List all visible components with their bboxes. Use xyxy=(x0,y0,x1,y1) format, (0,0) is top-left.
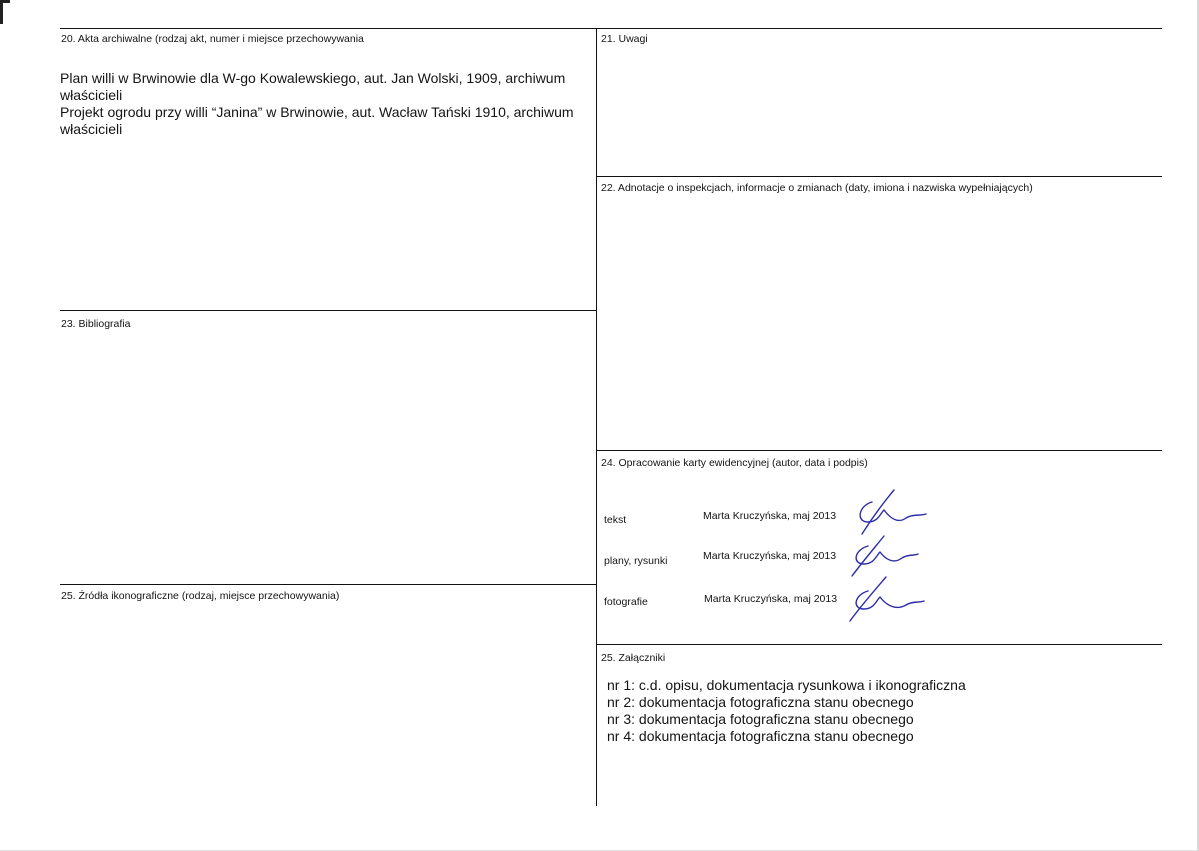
zalacznik-item: nr 1: c.d. opisu, dokumentacja rysunkowa i ikonograficzna xyxy=(607,677,966,693)
zalacznik-item: nr 3: dokumentacja fotograficzna stanu obecnego xyxy=(607,711,914,727)
opracowanie-author: Marta Kruczyńska, maj 2013 xyxy=(704,593,838,605)
zalaczniki-list xyxy=(607,677,966,745)
adnotacje-label: 22. Adnotacje o inspekcjach, informacje o zmianach (daty, imiona i nazwiska wypełniających) xyxy=(601,182,1033,194)
zalaczniki-label: 25. Załączniki xyxy=(601,652,666,664)
scan-corner-mark xyxy=(0,0,10,24)
rule-vertical-divider xyxy=(596,28,597,806)
opracowanie-author: Marta Kruczyńska, maj 2013 xyxy=(703,550,837,562)
opracowanie-role: fotografie xyxy=(604,596,648,608)
opracowanie-role: plany, rysunki xyxy=(604,555,668,567)
akta-text xyxy=(60,70,574,138)
zalacznik-item: nr 4: dokumentacja fotograficzna stanu obecnego xyxy=(607,728,914,744)
rule-adnotacje-bottom xyxy=(597,450,1162,451)
rule-uwagi-bottom xyxy=(597,176,1162,177)
akta-line: właścicieli xyxy=(60,121,123,137)
rule-akta-bottom xyxy=(60,310,596,311)
akta-line: Plan willi w Brwinowie dla W-go Kowalewskiego, aut. Jan Wolski, 1909, archiwum xyxy=(60,70,566,86)
opracowanie-role: tekst xyxy=(604,514,627,526)
rule-top xyxy=(60,28,1162,29)
akta-line: właścicieli xyxy=(60,87,123,103)
akta-label: 20. Akta archiwalne (rodzaj akt, numer i miejsce przechowywania xyxy=(61,33,364,45)
zrodla-label: 25. Źródła ikonograficzne (rodzaj, miejsce przechowywania) xyxy=(61,590,340,602)
akta-line: Projekt ogrodu przy willi “Janina” w Brwinowie, aut. Wacław Tański 1910, archiwum xyxy=(60,104,574,120)
bibliografia-label: 23. Bibliografia xyxy=(61,318,131,330)
opracowanie-label: 24. Opracowanie karty ewidencyjnej (autor, data i podpis) xyxy=(601,457,868,469)
opracowanie-author: Marta Kruczyńska, maj 2013 xyxy=(703,510,837,522)
rule-bibliografia-bottom xyxy=(60,584,596,585)
signature-icon xyxy=(846,573,926,623)
rule-opracowanie-bottom xyxy=(597,644,1162,645)
zalacznik-item: nr 2: dokumentacja fotograficzna stanu obecnego xyxy=(607,694,914,710)
uwagi-label: 21. Uwagi xyxy=(601,33,648,45)
